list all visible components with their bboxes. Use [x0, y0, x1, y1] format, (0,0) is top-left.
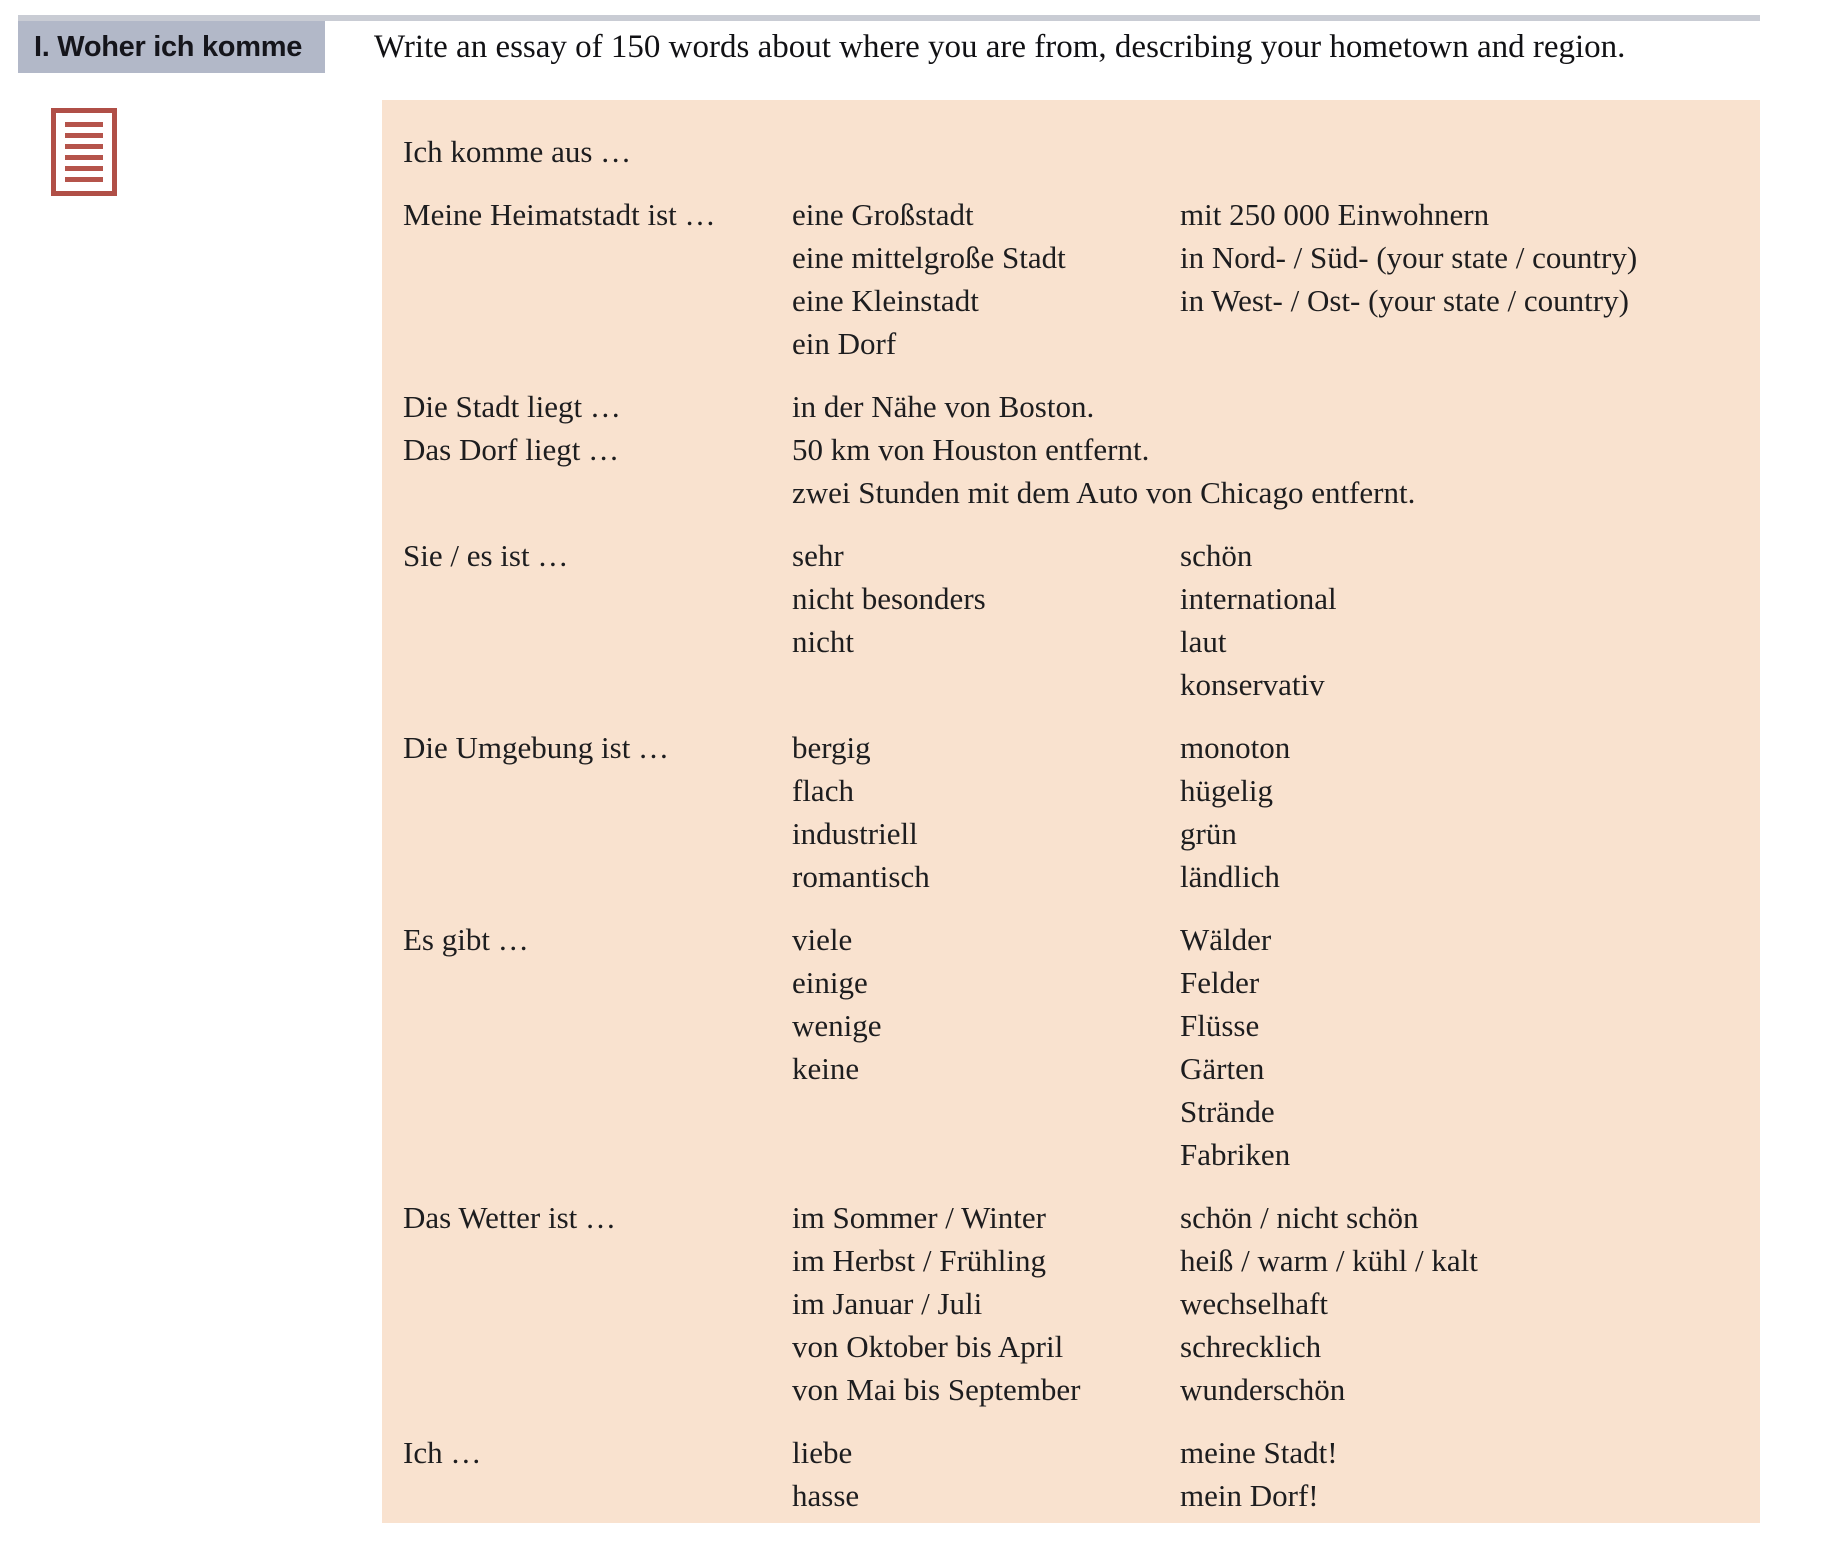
option-line: einige	[792, 965, 868, 1000]
phrase-column-c2	[792, 918, 1180, 1176]
option-line: nicht	[792, 624, 854, 659]
phrase-column-c1	[403, 534, 792, 706]
option-line: international	[1180, 581, 1337, 616]
option-line: sehr	[792, 538, 844, 573]
phrase-block	[403, 1196, 1760, 1411]
section-label	[18, 21, 325, 73]
option-line: konservativ	[1180, 667, 1325, 702]
icon-line	[65, 122, 103, 127]
prompt-line: Es gibt …	[403, 922, 529, 957]
phrase-column-c2	[792, 1196, 1180, 1411]
phrase-column-c1	[403, 1196, 792, 1411]
option-line: flach	[792, 773, 854, 808]
phrase-block	[403, 1431, 1760, 1517]
phrase-column-c3	[1180, 918, 1290, 1176]
option-line: in der Nähe von Boston.	[792, 389, 1095, 424]
prompt-line: Die Umgebung ist …	[403, 730, 670, 765]
prompt-line: Meine Heimatstadt ist …	[403, 197, 716, 232]
option-line: wenige	[792, 1008, 882, 1043]
phrase-column-c1	[403, 385, 792, 514]
option-line: Felder	[1180, 965, 1260, 1000]
option-line: Gärten	[1180, 1051, 1265, 1086]
option-line: liebe	[792, 1435, 853, 1470]
option-line: eine mittelgroße Stadt	[792, 240, 1066, 275]
option-line: schrecklich	[1180, 1329, 1322, 1364]
phrase-block	[403, 726, 1760, 898]
phrase-column-c1	[403, 1431, 792, 1517]
instruction-text: Write an essay of 150 words about where you are from, describing your hometown and region.	[374, 29, 1626, 65]
option-line: wechselhaft	[1180, 1286, 1329, 1321]
option-line: viele	[792, 922, 853, 957]
option-line: im Sommer / Winter	[792, 1200, 1046, 1235]
option-line: von Mai bis September	[792, 1372, 1081, 1407]
option-line: 50 km von Houston entfernt.	[792, 432, 1150, 467]
option-line: ländlich	[1180, 859, 1280, 894]
option-line: schön / nicht schön	[1180, 1200, 1419, 1235]
icon-line	[65, 155, 103, 160]
phrase-block	[403, 918, 1760, 1176]
option-line: ein Dorf	[792, 326, 897, 361]
option-line: Strände	[1180, 1094, 1275, 1129]
phrase-column-c2	[792, 534, 1180, 706]
phrase-column-c1	[403, 918, 792, 1176]
phrase-column-c3	[1180, 726, 1290, 898]
phrase-column-c3	[1180, 193, 1637, 365]
option-line: von Oktober bis April	[792, 1329, 1064, 1364]
prompt-line: Sie / es ist …	[403, 538, 569, 573]
phrase-column-c3	[1180, 534, 1337, 706]
option-line: schön	[1180, 538, 1253, 573]
option-line: Flüsse	[1180, 1008, 1260, 1043]
intro-line: Ich komme aus …	[403, 134, 632, 169]
phrase-column-c3	[1180, 1431, 1338, 1517]
option-line: keine	[792, 1051, 860, 1086]
icon-line	[65, 144, 103, 149]
option-line: laut	[1180, 624, 1227, 659]
prompt-line: Die Stadt liegt …	[403, 389, 621, 424]
phrase-column-c2	[792, 193, 1180, 365]
prompt-line: Das Wetter ist …	[403, 1200, 617, 1235]
phrase-column-c1	[403, 193, 792, 365]
option-line: hasse	[792, 1478, 860, 1513]
prompt-line: Das Dorf liegt …	[403, 432, 620, 467]
phrase-column-c2	[792, 385, 1416, 514]
option-line: mit 250 000 Einwohnern	[1180, 197, 1490, 232]
phrase-blocks	[403, 193, 1760, 1517]
phrase-box	[382, 100, 1760, 1523]
icon-line	[65, 177, 103, 182]
phrase-column-c2	[792, 726, 1180, 898]
icon-line	[65, 166, 103, 171]
option-line: Fabriken	[1180, 1137, 1291, 1172]
option-line: industriell	[792, 816, 918, 851]
option-line: in Nord- / Süd- (your state / country)	[1180, 240, 1638, 275]
option-line: monoton	[1180, 730, 1291, 765]
option-line: grün	[1180, 816, 1237, 851]
option-line: romantisch	[792, 859, 930, 894]
option-line: eine Kleinstadt	[792, 283, 979, 318]
option-line: im Herbst / Frühling	[792, 1243, 1047, 1278]
phrase-block	[403, 385, 1760, 514]
option-line: bergig	[792, 730, 871, 765]
phrase-column-c1	[403, 726, 792, 898]
option-line: hügelig	[1180, 773, 1273, 808]
option-line: nicht besonders	[792, 581, 986, 616]
option-line: Wälder	[1180, 922, 1272, 957]
option-line: zwei Stunden mit dem Auto von Chicago entfernt.	[792, 475, 1416, 510]
phrase-column-c3	[1180, 1196, 1478, 1411]
phrase-block	[403, 193, 1760, 365]
icon-line	[65, 133, 103, 138]
prompt-line: Ich …	[403, 1435, 482, 1470]
section-label-text: I. Woher ich komme	[34, 30, 303, 63]
writing-task-icon	[51, 108, 117, 196]
option-line: eine Großstadt	[792, 197, 974, 232]
option-line: in West- / Ost- (your state / country)	[1180, 283, 1629, 318]
option-line: mein Dorf!	[1180, 1478, 1319, 1513]
option-line: wunderschön	[1180, 1372, 1346, 1407]
option-line: heiß / warm / kühl / kalt	[1180, 1243, 1478, 1278]
phrase-block	[403, 534, 1760, 706]
option-line: im Januar / Juli	[792, 1286, 983, 1321]
phrase-column-c2	[792, 1431, 1180, 1517]
option-line: meine Stadt!	[1180, 1435, 1338, 1470]
